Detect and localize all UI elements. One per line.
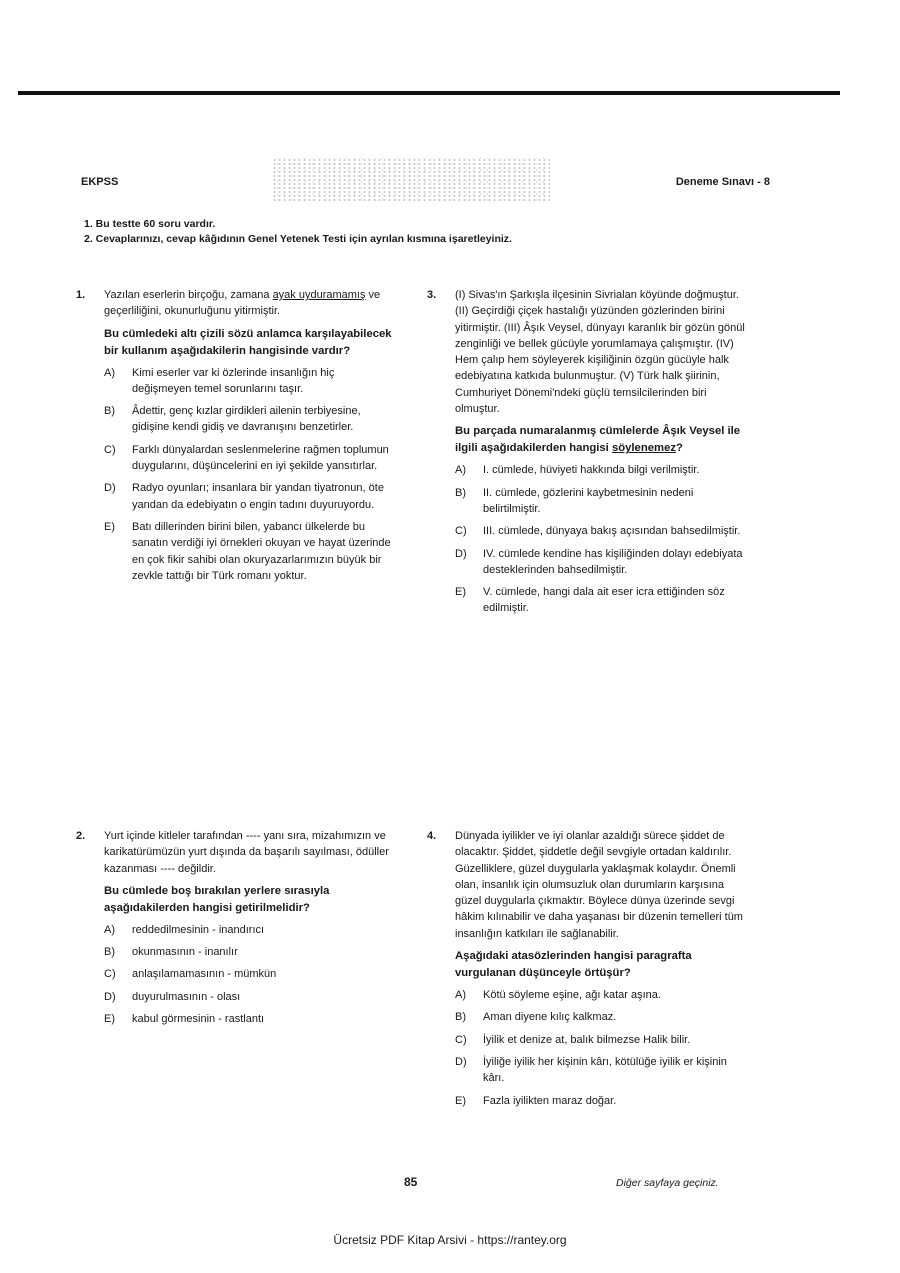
top-rule bbox=[18, 91, 840, 95]
option-e[interactable]: E) kabul görmesinin - rastlantı bbox=[104, 1013, 265, 1026]
option-e[interactable]: E) Batı dillerinden birini bilen, yabancı ülkelerde bu sanatın verdiği iyi örnekleri okuyan ve hayat üzerinde en çok fikir sahibi olan okuryazarlarımızın büyük bir zevkle tattığı bir Türk romanı yoktur. bbox=[104, 520, 391, 582]
page-number: 85 bbox=[404, 1175, 418, 1189]
option-b[interactable]: B) Aman diyene kılıç kalkmaz. bbox=[455, 1011, 617, 1024]
option-c[interactable]: C) anlaşılamamasının - mümkün bbox=[104, 968, 277, 981]
question-stem: (I) Sivas'ın Şarkışla ilçesinin Sivrialan köyünde doğmuştur. (II) Geçirdiği çiçek hastalığı yüzünden gözlerinden birini yitirmiştir. (III) Âşık Veysel, dünyayı karanlık bir gözün gönül zenginliği ve bellek gücüyle yorumlamaya çalışmıştır. (IV) Hem çalıp hem söyleyerek kişiliğinin özgün gücüyle halk edebiyatına katkıda bulunmuştur. (V) Türk halk şiirinin, Cumhuriyet Dönemi'ndeki güçlü temsilcilerinden biri olmuştur. bbox=[455, 289, 745, 416]
option-c[interactable]: C) III. cümlede, dünyaya bakış açısından bahsedilmiştir. bbox=[455, 525, 741, 538]
option-d[interactable]: D) IV. cümlede kendine has kişiliğinden dolayı edebiyata desteklerinden bahsedilmiştir. bbox=[455, 547, 743, 576]
options-list bbox=[427, 462, 751, 616]
next-page-note: Diğer sayfaya geçiniz. bbox=[616, 1177, 719, 1189]
options-list bbox=[76, 922, 394, 1027]
question-number: 2. bbox=[76, 830, 86, 842]
option-a[interactable]: A) Kimi eserler var ki özlerinde insanlığın hiç değişmeyen temel sorunlarını taşır. bbox=[104, 366, 335, 395]
question-prompt: Aşağıdaki atasözlerinden hangisi paragrafta vurgulanan düşünceyle örtüşür? bbox=[455, 950, 692, 980]
question-3 bbox=[427, 287, 751, 623]
option-d[interactable]: D) duyurulmasının - olası bbox=[104, 990, 241, 1003]
option-a[interactable]: A) reddedilmesinin - inandırıcı bbox=[104, 923, 265, 936]
question-number: 3. bbox=[427, 289, 437, 301]
footer-text: Ücretsiz PDF Kitap Arsivi - https://rantey.org bbox=[333, 1233, 567, 1247]
question-prompt: Bu cümledeki altı çizili sözü anlamca karşılayabilecek bir kullanım aşağıdakilerin hangisinde vardır? bbox=[104, 327, 392, 357]
option-e[interactable]: E) Fazla iyilikten maraz doğar. bbox=[455, 1094, 617, 1107]
option-d[interactable]: D) İyiliğe iyilik her kişinin kârı, kötülüğe iyilik er kişinin kârı. bbox=[455, 1055, 727, 1085]
question-4 bbox=[427, 828, 751, 1115]
option-b[interactable]: B) okunmasının - inanılır bbox=[104, 946, 238, 959]
question-prompt: Bu cümlede boş bırakılan yerlere sırasıyla aşağıdakilerden hangisi getirilmelidir? bbox=[104, 884, 330, 914]
option-e[interactable]: E) V. cümlede, hangi dala ait eser icra ettiğinden söz edilmiştir. bbox=[455, 586, 725, 615]
header-logo-noise bbox=[272, 158, 550, 202]
question-number: 1. bbox=[76, 289, 86, 301]
instruction-item: 2. Cevaplarınızı, cevap kâğıdının Genel Yetenek Testi için ayrılan kısmına işaretleyiniz. bbox=[84, 233, 512, 245]
option-d[interactable]: D) Radyo oyunları; insanlara bir yandan tiyatronun, öte yandan da edebiyatın o engin tadını duyuruyordu. bbox=[104, 482, 384, 511]
option-a[interactable]: A) I. cümlede, hüviyeti hakkında bilgi verilmiştir. bbox=[455, 464, 700, 477]
question-stem: Yazılan eserlerin birçoğu, zamana ayak uyduramamış ve geçerliliğini, okunurluğunu yitirmiştir. bbox=[104, 289, 381, 318]
question-2 bbox=[76, 828, 394, 1033]
option-c[interactable]: C) Farklı dünyalardan seslenmelerine rağmen toplumun duygularını, düşüncelerini en iyi şekilde yansıtırlar. bbox=[104, 443, 389, 473]
underlined-phrase: söylenemez bbox=[611, 442, 677, 455]
options-list bbox=[76, 365, 394, 585]
option-b[interactable]: B) II. cümlede, gözlerini kaybetmesinin nedeni belirtilmiştir. bbox=[455, 486, 694, 515]
underlined-phrase: ayak uyduramamış bbox=[272, 289, 366, 301]
question-1 bbox=[76, 287, 394, 590]
option-a[interactable]: A) Kötü söyleme eşine, ağı katar aşına. bbox=[455, 989, 661, 1002]
option-b[interactable]: B) Âdettir, genç kızlar girdikleri ailenin terbiyesine, gidişine kendi gidiş ve davranışını benzetirler. bbox=[104, 405, 361, 434]
instruction-item: 1. Bu testte 60 soru vardır. bbox=[84, 218, 216, 230]
question-stem: Yurt içinde kitleler tarafından ---- yanı sıra, mizahımızın ve karikatürümüzün yurt dışında da başarılı sayılması, ödüller kazanması ---- değildir. bbox=[104, 830, 389, 875]
question-number: 4. bbox=[427, 830, 437, 842]
exam-type: EKPSS bbox=[81, 176, 119, 188]
options-list bbox=[427, 987, 751, 1109]
question-prompt: Bu parçada numaralanmış cümlelerde Âşık Veysel ile ilgili aşağıdakilerden hangisi söylenemez? bbox=[455, 425, 741, 455]
exam-title: Deneme Sınavı - 8 bbox=[675, 176, 770, 188]
question-stem: Dünyada iyilikler ve iyi olanlar azaldığı sürece şiddet de olacaktır. Şiddet, şiddetle değil sevgiyle ortadan kaldırılır. Güzelliklere, güzel duygularla yaklaşmak kolaydır. Önemli olan, insanlık için olumsuzluk olan durumların karşısına güzel duygularla çıkmaktır. Böylece dünya üzerinde sevgi hâkim kılınabilir ve daha yaşanası bir düzenin temelleri tüm insanlığın katkıları ile sağlanabilir. bbox=[455, 830, 743, 940]
instructions bbox=[84, 217, 512, 247]
option-c[interactable]: C) İyilik et denize at, balık bilmezse Halik bilir. bbox=[455, 1033, 691, 1046]
